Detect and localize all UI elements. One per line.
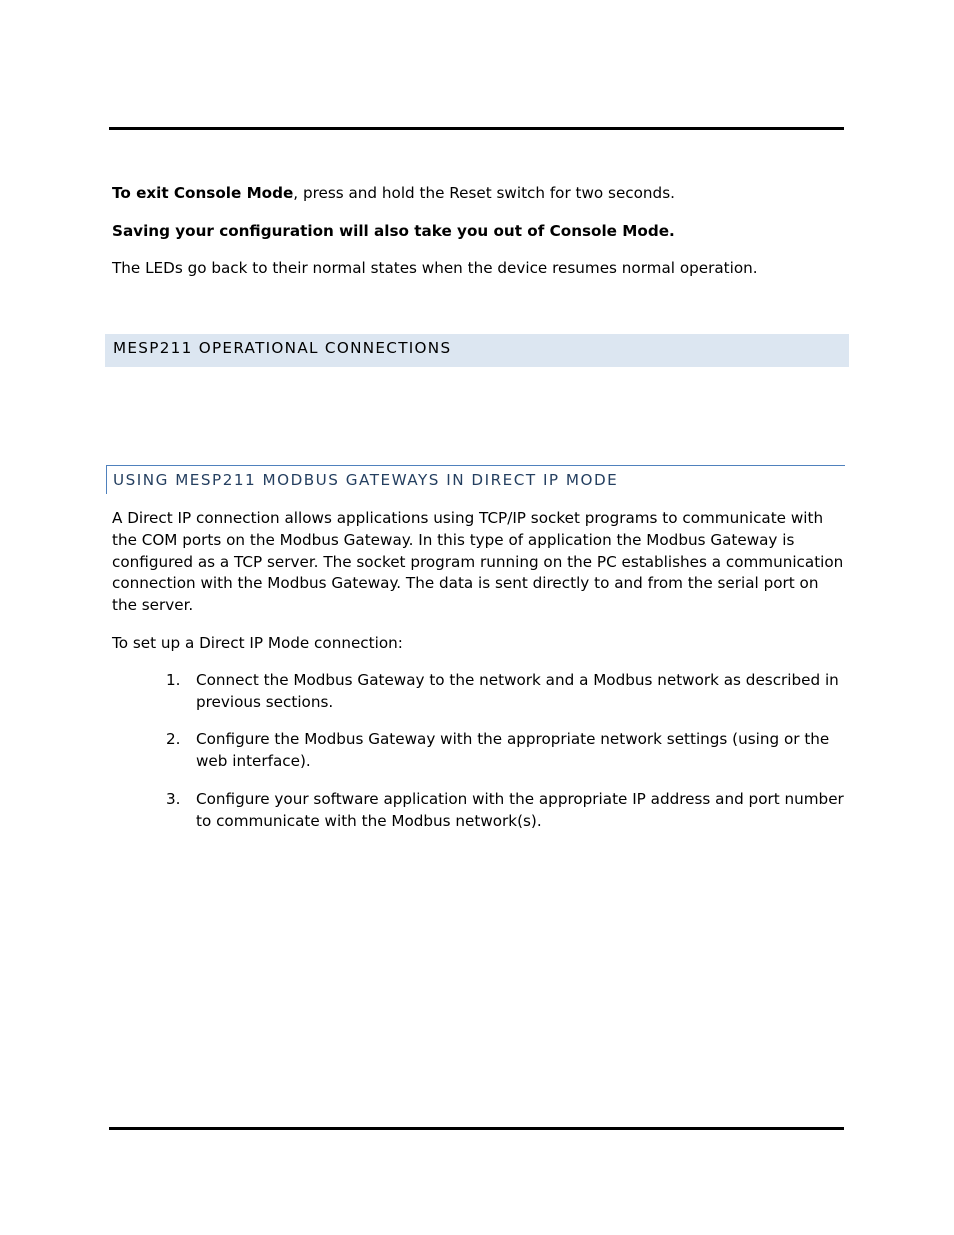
header-rule [109, 127, 844, 130]
subsection-heading-text: USING MESP211 MODBUS GATEWAYS IN DIRECT IP MODE [113, 471, 619, 489]
footer-rule [109, 1127, 844, 1130]
list-item-number: 3. [166, 790, 181, 808]
saving-config-bold: Saving your configuration will also take you out of Console Mode. [112, 222, 675, 240]
exit-console-bold: To exit Console Mode [112, 184, 294, 202]
list-item-text: Configure your software application with the appropriate IP address and port number to communicate with the Modbus network(s). [196, 790, 844, 830]
list-item-number: 2. [166, 730, 181, 748]
leds-paragraph: The LEDs go back to their normal states when the device resumes normal operation. [112, 259, 758, 277]
section-heading [105, 334, 849, 367]
exit-console-paragraph [112, 183, 847, 205]
saving-config-paragraph [112, 221, 847, 243]
subsection-heading [106, 465, 845, 494]
list-item-text: Connect the Modbus Gateway to the network and a Modbus network as described in previous sections. [196, 671, 839, 711]
section-heading-text: MESP211 OPERATIONAL CONNECTIONS [113, 339, 452, 357]
list-item-text: Configure the Modbus Gateway with the appropriate network settings (using or the web interface). [196, 730, 830, 770]
setup-intro-paragraph: To set up a Direct IP Mode connection: [112, 634, 403, 652]
exit-console-text: , press and hold the Reset switch for two seconds. [293, 184, 675, 202]
list-item-number: 1. [166, 671, 181, 689]
direct-ip-paragraph: A Direct IP connection allows applications using TCP/IP socket programs to communicate with the COM ports on the Modbus Gateway. In this type of application the Modbus Gateway is configured as a TCP server. The socket program running on the PC establishes a communication connection with the Modbus Gateway. The data is sent directly to and from the serial port on the server. [112, 509, 844, 615]
